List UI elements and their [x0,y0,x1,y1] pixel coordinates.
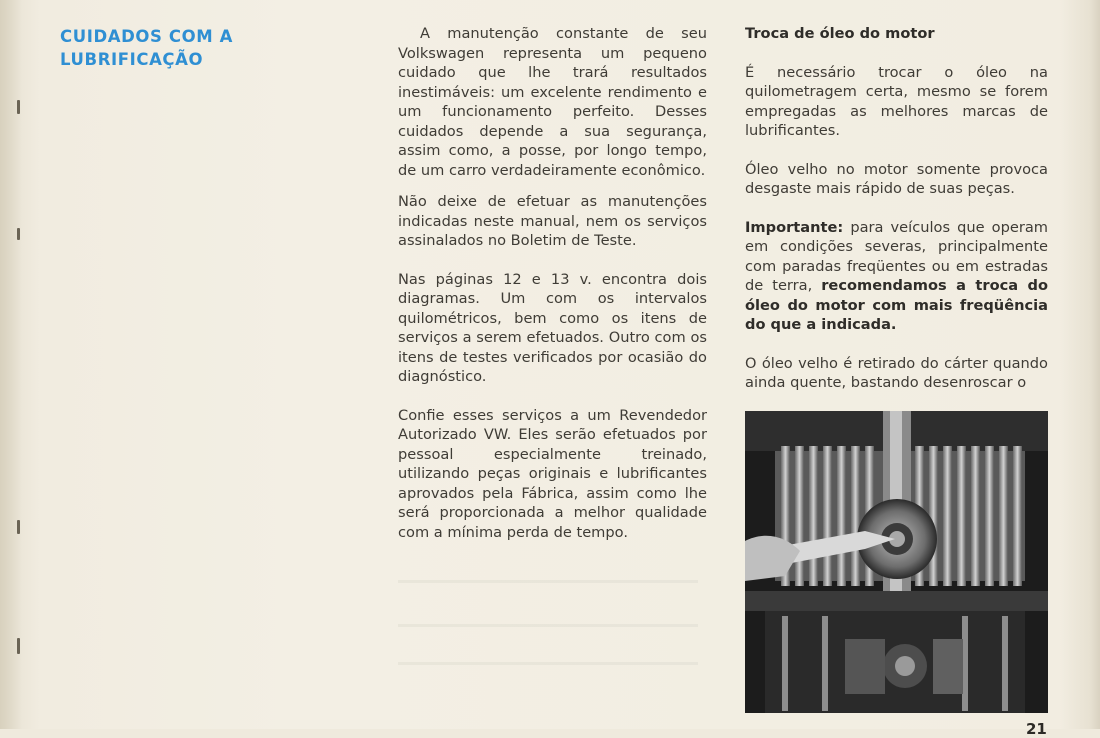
subheading: Troca de óleo do motor [745,25,935,42]
engine-photo-illustration [745,411,1048,713]
middle-column [398,24,707,542]
paragraph: Óleo velho no motor somente provoca desgaste mais rápido de suas peças. [745,160,1048,197]
edge-mark [17,228,20,240]
edge-mark [17,100,20,114]
heading-line-1: CUIDADOS COM A [60,27,233,46]
paragraph: Não deixe de efetuar as manutenções indicadas neste manual, nem os serviços assinalados no Boletim de Teste. [398,193,707,249]
paragraph: Nas páginas 12 e 13 v. encontra dois diagramas. Um com os intervalos quilométricos, bem como os itens de serviços a serem efetuados. Outro com os itens de testes verificados por ocasião do diagnóstico. [398,270,707,385]
important-text: para veículos que operam em condições severas, principalmente com paradas freqüentes ou em estradas de terra, [745,218,1049,294]
important-paragraph [745,218,1048,335]
edge-mark [17,520,20,534]
heading-line-2: LUBRIFICAÇÃO [60,50,204,69]
section-heading [60,25,280,71]
engine-oil-drain-photo [745,411,1048,713]
paragraph: Confie esses serviços a um Revendedor Autorizado VW. Eles serão efetuados por pessoal especialmente treinado, utilizando peças originais e lubrificantes aprovados pela Fábrica, assim como lhe será proporcionada a melhor qualidade com a mínima perda de tempo. [398,406,707,541]
bleed-through [398,580,698,583]
important-label: Importante: [745,218,844,236]
important-recommendation: recomendamos a troca do óleo do motor com mais freqüência do que a indicada. [745,277,1048,333]
paragraph: A manutenção constante de seu Volkswagen representa um pequeno cuidado que lhe trará resultados inestimáveis: um excelente rendimento e um funcionamento perfeito. Desses cuidados depende a sua segurança, assim como, a posse, por longo tempo, de um carro verdadeiramente econômico. [398,25,707,179]
bleed-through [398,624,698,627]
right-column [745,24,1048,393]
paragraph: O óleo velho é retirado do cárter quando ainda quente, bastando desenroscar o [745,354,1048,391]
bleed-through [398,662,698,665]
edge-mark [17,638,20,654]
page-number: 21 [1026,720,1047,738]
paragraph: É necessário trocar o óleo na quilometragem certa, mesmo se forem empregadas as melhores marcas de lubrificantes. [745,63,1048,139]
